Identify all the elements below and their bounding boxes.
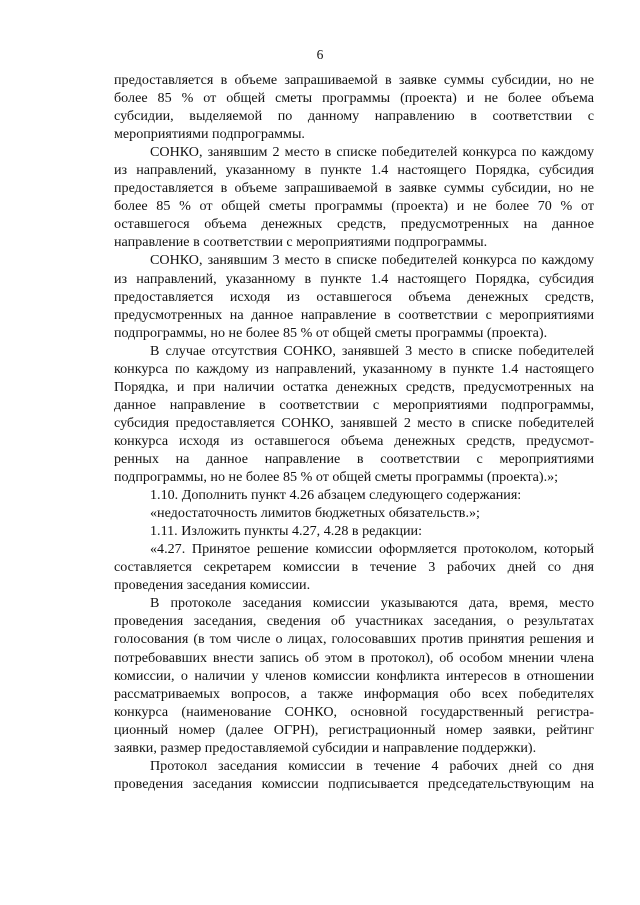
- text-line: «недостаточность лимитов бюджетных обязательств.»;: [150, 505, 480, 522]
- text-line: СОНКО, занявшим 2 место в списке победителей конкурса по каждому: [150, 144, 594, 161]
- text-line: из направлений, указанному в пункте 1.4 настоящего Порядка, субсидия: [114, 162, 594, 179]
- text-line: из направлений, указанному в пункте 1.4 настоящего Порядка, субсидия: [114, 270, 594, 287]
- text-line: конкурса исходя из оставшегося объема денежных средств, предусмот-: [114, 432, 594, 449]
- text-line: предоставляется исходя из оставшегося объема денежных средств,: [114, 288, 594, 305]
- text-line: «4.27. Принятое решение комиссии оформляется протоколом, который: [150, 541, 594, 558]
- text-line: мероприятиями подпрограммы.: [114, 126, 305, 143]
- text-line: предусмотренных на данное направление в соответствии с мероприятиями: [114, 306, 594, 323]
- text-line: ционный номер (далее ОГРН), регистрационный номер заявки, рейтинг: [114, 721, 594, 738]
- text-line: конкурса (наименование СОНКО, основной государственный регистра-: [114, 703, 594, 720]
- text-line: составляется секретарем комиссии в течение 3 рабочих дней со дня: [114, 559, 594, 576]
- text-line: рассматриваемых вопросов, а также информация обо всех победителях: [114, 685, 594, 702]
- text-line: предоставляется в объеме запрашиваемой в заявке суммы субсидии, но не: [114, 72, 594, 88]
- text-line: Протокол заседания комиссии в течение 4 рабочих дней со дня: [150, 757, 594, 774]
- text-line: потребовавших внести запись об этом в протокол), об особом мнении члена: [114, 649, 594, 666]
- document-body: [114, 71, 594, 793]
- text-line: оставшегося объема денежных средств, предусмотренных на данное: [114, 216, 594, 233]
- text-line: предоставляется в объеме запрашиваемой в заявке суммы субсидии, но не: [114, 180, 594, 197]
- text-line: проведения заседания, сведения об участниках заседания, о результатах: [114, 613, 594, 630]
- text-line: подпрограммы, но не более 85 % от общей сметы программы (проекта).»;: [114, 469, 559, 486]
- text-line: голосования (в том числе о лицах, голосовавших против принятия решения и: [114, 631, 594, 648]
- text-line: СОНКО, занявшим 3 место в списке победителей конкурса по каждому: [150, 252, 594, 269]
- text-line: субсидии, выделяемой по данному направлению в соответствии с: [114, 108, 594, 125]
- text-line: 1.10. Дополнить пункт 4.26 абзацем следующего содержания:: [150, 487, 522, 504]
- text-line: заявки, размер предоставляемой субсидии и направление поддержки).: [114, 739, 537, 756]
- text-line: ренных на данное направление в соответствии с мероприятиями: [114, 450, 594, 467]
- text-line: проведения заседания комиссии подписывается председательствующим на: [114, 775, 594, 792]
- text-line: проведения заседания комиссии.: [114, 577, 311, 594]
- text-line: Порядка, и при наличии остатка денежных средств, предусмотренных на: [114, 378, 594, 395]
- text-line: 1.11. Изложить пункты 4.27, 4.28 в редакции:: [150, 523, 423, 540]
- text-line: данное направление в соответствии с мероприятиями подпрограммы,: [114, 396, 594, 413]
- page-number: 6: [316, 47, 324, 62]
- text-line: подпрограммы, но не более 85 % от общей сметы программы (проекта).: [114, 324, 548, 341]
- text-line: субсидия предоставляется СОНКО, занявшей 2 место в списке победителей: [114, 414, 594, 431]
- text-line: комиссии, о наличии у членов комиссии конфликта интересов в отношении: [114, 667, 594, 684]
- text-line: направление в соответствии с мероприятиями подпрограммы.: [114, 234, 488, 251]
- text-line: В случае отсутствия СОНКО, занявшей 3 место в списке победителей: [150, 342, 594, 359]
- text-line: более 85 % от общей сметы программы (проекта) и не более 70 % от: [114, 198, 594, 215]
- text-line: конкурса по каждому из направлений, указанному в пункте 1.4 настоящего: [114, 360, 594, 377]
- text-line: В протоколе заседания комиссии указываются дата, время, место: [150, 595, 594, 612]
- text-line: более 85 % от общей сметы программы (проекта) и не более объема: [114, 90, 594, 107]
